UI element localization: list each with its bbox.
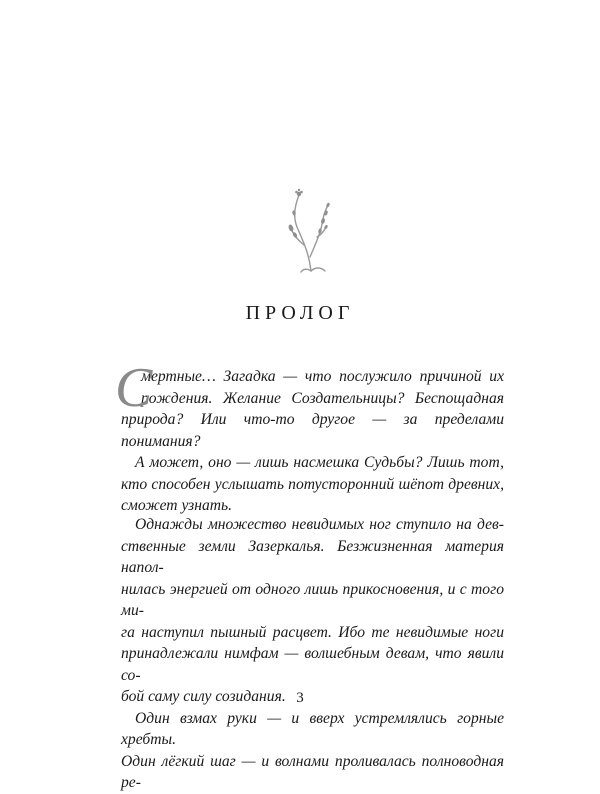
text-line: А может, оно — лишь насмешка Судьбы? Лишь тот, xyxy=(135,454,504,471)
text-line: Один взмах руки — и вверх устремлялись горные хребты. xyxy=(121,709,504,748)
text-line: га наступил пышный расцвет. Ибо те невидимые ноги xyxy=(121,623,504,641)
text-line: принадлежали нимфам — волшебным девам, что явили со- xyxy=(121,645,504,684)
text-line: нилась энергией от одного лишь прикосновения, и с того ми- xyxy=(121,580,504,619)
page-number: 3 xyxy=(296,690,304,706)
text-line: Один лёгкий шаг — и волнами проливалась полноводная ре- xyxy=(121,752,504,791)
drop-cap: С xyxy=(115,357,153,419)
prologue-opening xyxy=(115,357,504,517)
text-line: природа? Или что-то другое — за пределами понимания? xyxy=(121,411,504,450)
text-line: мертные… Загадка — что послужило причиной их xyxy=(141,368,504,385)
text-line: рождения. Желание Создательницы? Беспощадная xyxy=(141,389,504,407)
text-line: Однажды множество невидимых ног ступило на дев- xyxy=(135,516,504,533)
chapter-title: ПРОЛОГ xyxy=(245,302,355,324)
text-line: бой саму силу созидания. xyxy=(121,688,286,705)
flower-sprig-icon xyxy=(271,183,341,275)
text-line: ственные земли Зазеркалья. Безжизненная материя напол- xyxy=(121,537,504,576)
text-line: кто способен услышать потусторонний шёпот древних, xyxy=(121,475,504,493)
text-line: сможет узнать. xyxy=(121,497,233,514)
prologue-section-two xyxy=(121,514,504,794)
